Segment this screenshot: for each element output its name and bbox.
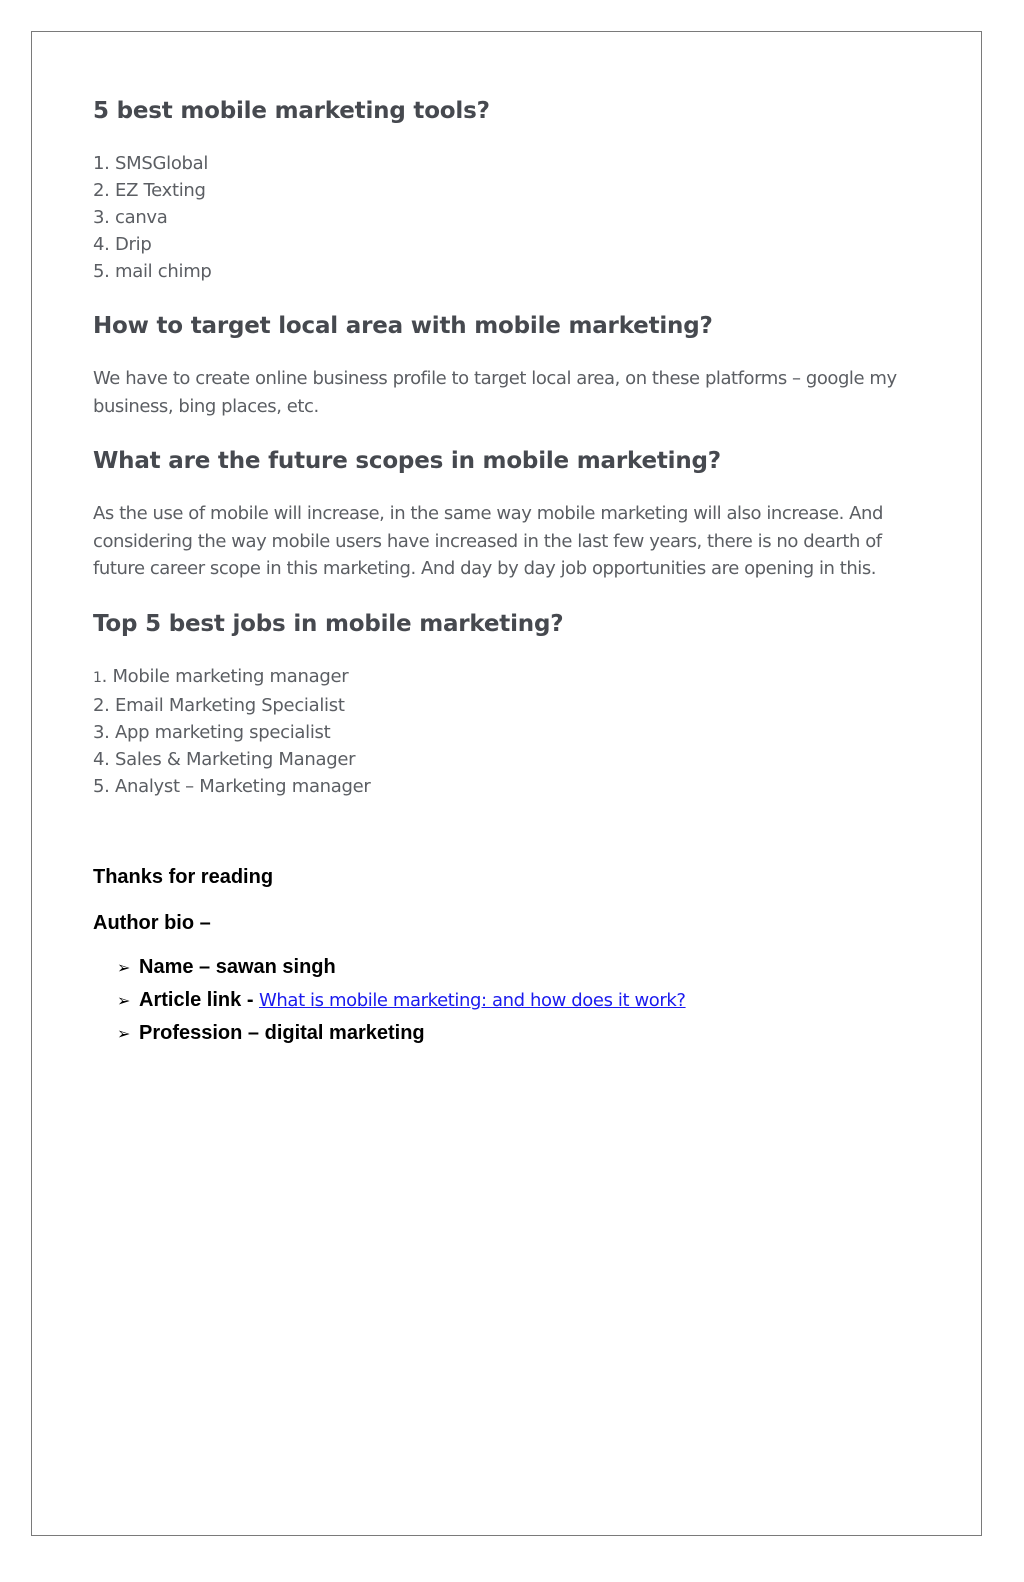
list-item: 1. SMSGlobal	[93, 153, 209, 174]
tools-list	[93, 150, 923, 285]
bio-profession-text: Profession – digital marketing	[139, 1021, 425, 1044]
document-page	[31, 31, 982, 1536]
bio-item-profession	[117, 1017, 923, 1050]
bio-item-name	[117, 951, 923, 984]
arrow-bullet-icon: ➢	[117, 1025, 131, 1043]
list-item: 4. Sales & Marketing Manager	[93, 748, 356, 770]
author-bio-list	[117, 951, 923, 1050]
list-item-number: 1	[93, 669, 102, 686]
list-item: 2. EZ Texting	[93, 180, 206, 201]
bio-name-text: Name – sawan singh	[139, 955, 336, 978]
paragraph-target-local-area: We have to create online business profile to target local area, on these platforms – google my business, bing places, etc.	[93, 368, 897, 417]
list-item-text: . Mobile marketing manager	[101, 665, 349, 687]
page-content	[93, 94, 923, 1050]
heading-target-local-area: How to target local area with mobile marketing?	[93, 313, 713, 339]
thanks-for-reading: Thanks for reading	[93, 865, 274, 888]
list-item	[93, 663, 923, 692]
author-bio-heading: Author bio –	[93, 911, 211, 934]
bio-article-label: Article link -	[139, 988, 260, 1011]
list-item: 2. Email Marketing Specialist	[93, 694, 345, 716]
list-item: 5. mail chimp	[93, 261, 212, 282]
heading-best-jobs: Top 5 best jobs in mobile marketing?	[93, 610, 564, 637]
bio-item-article	[117, 984, 923, 1017]
list-item: 3. canva	[93, 207, 168, 228]
paragraph-future-scopes: As the use of mobile will increase, in the same way mobile marketing will also increase. And considering the way mobile users have increased in the last few years, there is no dearth of future career scope in this marketing. And day by day job opportunities are opening in this.	[93, 503, 883, 579]
arrow-bullet-icon: ➢	[117, 992, 131, 1010]
list-item: 4. Drip	[93, 234, 152, 255]
heading-future-scopes: What are the future scopes in mobile marketing?	[93, 448, 721, 474]
list-item: 5. Analyst – Marketing manager	[93, 775, 371, 797]
list-item: 3. App marketing specialist	[93, 721, 331, 743]
jobs-list	[93, 663, 923, 800]
article-link[interactable]: What is mobile marketing: and how does it work?	[259, 989, 686, 1011]
heading-mobile-marketing-tools: 5 best mobile marketing tools?	[93, 98, 490, 124]
arrow-bullet-icon: ➢	[117, 959, 131, 977]
